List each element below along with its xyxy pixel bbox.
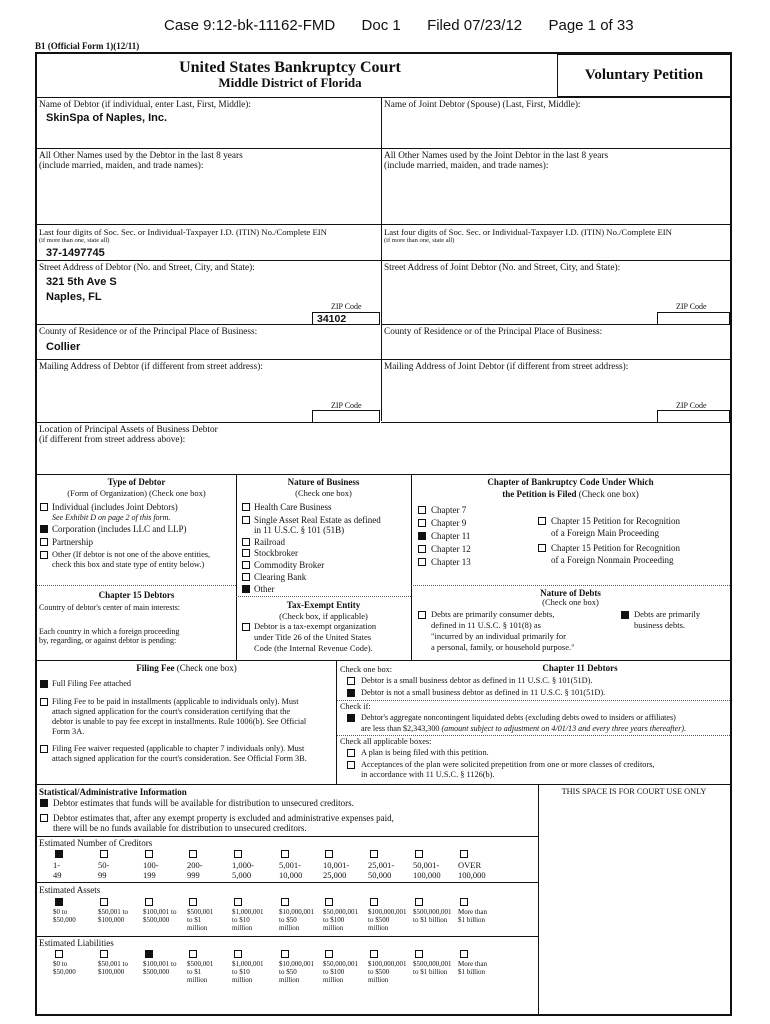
installments-l2: attach signed application for the court's consideration certifying that the	[52, 707, 291, 716]
nature-of-business-title: Nature of Business	[287, 477, 360, 487]
liabilities-checkbox-5[interactable]	[234, 950, 242, 958]
funds-available-checkbox[interactable]	[40, 799, 48, 807]
liabilities-checkbox-1[interactable]	[55, 950, 63, 958]
location-label: Location of Principal Assets of Business Debtor	[39, 425, 218, 435]
creditors-range-4	[187, 861, 203, 881]
creditors-range-3-line-1: 100-	[143, 860, 159, 870]
creditors-checkbox-1[interactable]	[55, 850, 63, 858]
joint-ein-note: (if more than one, state all)	[384, 237, 455, 244]
location-label2: (if different from street address above):	[39, 435, 186, 445]
assets-range-3	[143, 909, 176, 925]
creditors-range-7	[323, 861, 349, 881]
not-small-business-label: Debtor is not a small business debtor as defined in 11 U.S.C. § 101(51D).	[361, 688, 606, 697]
creditors-range-3-line-2: 199	[143, 869, 156, 880]
liabilities-range-1-line-1: $0 to	[53, 960, 68, 968]
no-funds-checkbox[interactable]	[40, 814, 48, 822]
chapter-7-label: Chapter 7	[431, 505, 467, 515]
plan-filed-label: A plan is being filed with this petition.	[361, 748, 489, 757]
corporation-checkbox[interactable]	[40, 525, 48, 533]
chapter-15-main-checkbox[interactable]	[538, 517, 546, 525]
creditors-checkbox-10[interactable]	[460, 850, 468, 858]
liabilities-range-7-line-1: $50,000,001	[323, 960, 358, 968]
chapter-15-nonmain-checkbox[interactable]	[538, 544, 546, 552]
liabilities-checkbox-7[interactable]	[325, 950, 333, 958]
joint-zip-box	[657, 312, 730, 325]
chapter-11-label: Chapter 11	[431, 531, 471, 541]
creditors-range-6	[279, 861, 302, 881]
form-id: B1 (Official Form 1)(12/11)	[35, 41, 140, 51]
nob-commodity-broker: Commodity Broker	[254, 560, 325, 570]
liabilities-range-6-line-2: to $50	[279, 967, 297, 976]
liabilities-range-7-line-2: to $100	[323, 967, 345, 976]
chapter-title2: the Petition is Filed (Check one box)	[502, 489, 639, 499]
assets-range-10	[458, 909, 487, 925]
nob-railroad: Railroad	[254, 537, 285, 547]
debtor-street-label: Street Address of Debtor (No. and Street, City, and State):	[39, 263, 255, 273]
assets-range-7-line-1: $50,000,001	[323, 908, 358, 916]
filed-date: Filed 07/23/12	[427, 17, 523, 34]
type-opt-other: Other (If debtor is not one of the above entities,	[52, 550, 211, 559]
liabilities-range-8-line-1: $100,000,001	[368, 960, 407, 968]
installments-checkbox[interactable]	[40, 698, 48, 706]
liabilities-range-3-line-1: $100,001 to	[143, 960, 177, 968]
assets-range-5-line-2: to $10	[232, 915, 250, 924]
creditors-range-1-line-1: 1-	[53, 860, 61, 870]
debtor-zip: 34102	[317, 313, 347, 325]
chapter11-check-one: Check one box:	[340, 665, 393, 674]
creditors-range-2-line-2: 99	[98, 869, 107, 880]
debtor-mailing-zip-box	[312, 410, 380, 423]
creditors-range-5	[232, 861, 254, 881]
debtor-county: Collier	[46, 341, 81, 353]
consumer-debts-l2: defined in 11 U.S.C. § 101(8) as	[431, 620, 541, 630]
installments-l3: debtor is unable to pay fee except in installments. Rule 1006(b). See Official	[52, 717, 307, 726]
joint-county-label: County of Residence or of the Principal Place of Business:	[384, 327, 603, 337]
assets-range-6-line-3: million	[279, 923, 300, 932]
funds-available-label: Debtor estimates that funds will be available for distribution to unsecured creditors.	[53, 798, 354, 808]
liabilities-range-4-line-2: to $1	[187, 967, 202, 976]
liabilities-range-3-line-2: $500,000	[143, 967, 170, 976]
liabilities-range-6-line-1: $10,000,001	[279, 960, 314, 968]
creditors-range-4-line-2: 999	[187, 869, 200, 880]
assets-checkbox-9[interactable]	[415, 898, 423, 906]
assets-checkbox-4[interactable]	[189, 898, 197, 906]
liabilities-range-2-line-1: $50,001 to	[98, 960, 128, 968]
chapter-11-checkbox[interactable]	[418, 532, 426, 540]
assets-range-4	[187, 909, 213, 932]
creditors-range-5-line-2: 5,000	[232, 869, 252, 880]
plan-filed-checkbox[interactable]	[347, 749, 355, 757]
joint-name-label: Name of Joint Debtor (Spouse) (Last, First, Middle):	[384, 100, 581, 110]
liabilities-range-2-line-2: $100,000	[98, 967, 125, 976]
fee-waiver-l2: attach signed application for the court's consideration. See Official Form 3B.	[52, 754, 307, 763]
assets-range-8-line-2: to $500	[368, 915, 390, 924]
liabilities-range-4-line-3: million	[187, 975, 208, 984]
assets-range-9-line-1: $500,000,001	[413, 908, 452, 916]
petition-type: Voluntary Petition	[584, 67, 704, 83]
joint-mailing-label: Mailing Address of Joint Debtor (if different from street address):	[384, 362, 629, 372]
creditors-checkbox-3[interactable]	[145, 850, 153, 858]
liabilities-range-5	[232, 961, 264, 984]
assets-range-6-line-2: to $50	[279, 915, 297, 924]
no-funds-l1: Debtor estimates that, after any exempt property is excluded and administrative expenses paid,	[53, 813, 394, 823]
nature-of-business-sub: (Check one box)	[295, 488, 352, 498]
acceptances-l2: in accordance with 11 U.S.C. § 1126(b).	[361, 770, 495, 779]
fee-waiver-l1: Filing Fee waiver requested (applicable to chapter 7 individuals only). Must	[52, 744, 305, 753]
creditors-range-8-line-1: 25,001-	[368, 860, 395, 870]
railroad-checkbox[interactable]	[242, 538, 250, 546]
liabilities-label: Estimated Liabilities	[39, 938, 114, 948]
tax-exempt-l2: under Title 26 of the United States	[254, 632, 372, 642]
liabilities-range-5-line-1: $1,000,001	[232, 960, 264, 968]
joint-zip-label: ZIP Code	[676, 302, 707, 311]
assets-checkbox-2[interactable]	[100, 898, 108, 906]
full-filing-fee-checkbox[interactable]	[40, 680, 48, 688]
chapter15-debtors-title: Chapter 15 Debtors	[98, 590, 175, 600]
other-entity-checkbox[interactable]	[40, 551, 48, 559]
liabilities-range-10	[458, 961, 487, 977]
page-number: Page 1 of 33	[548, 17, 634, 34]
creditors-range-1	[53, 861, 62, 881]
consumer-debts-l1: Debts are primarily consumer debts,	[431, 609, 555, 619]
installments-l1: Filing Fee to be paid in installments (applicable to individuals only). Must	[52, 697, 299, 706]
stats-title: Statistical/Administrative Information	[39, 787, 187, 797]
small-business-checkbox[interactable]	[347, 677, 355, 685]
assets-checkbox-1[interactable]	[55, 898, 63, 906]
creditors-checkbox-7[interactable]	[325, 850, 333, 858]
joint-other-names-label: All Other Names used by the Joint Debtor in the last 8 years	[384, 151, 609, 161]
not-small-business-checkbox[interactable]	[347, 689, 355, 697]
liabilities-checkbox-8[interactable]	[370, 950, 378, 958]
creditors-range-6-line-1: 5,001-	[279, 860, 301, 870]
assets-checkbox-7[interactable]	[325, 898, 333, 906]
nob-single-asset2: in 11 U.S.C. § 101 (51B)	[254, 525, 345, 535]
installments-l4: Form 3A.	[52, 727, 85, 736]
business-debts-checkbox[interactable]	[621, 611, 629, 619]
assets-range-4-line-1: $500,001	[187, 908, 214, 916]
filing-fee-title: Filing Fee (Check one box)	[136, 663, 237, 673]
liabilities-range-9-line-2: to $1 billion	[413, 967, 448, 976]
liabilities-range-10-line-1: More than	[458, 960, 487, 968]
tax-exempt-l1: Debtor is a tax-exempt organization	[254, 621, 377, 631]
assets-checkbox-5[interactable]	[234, 898, 242, 906]
liabilities-range-3	[143, 961, 176, 977]
assets-range-8-line-1: $100,000,001	[368, 908, 407, 916]
nob-stockbroker: Stockbroker	[254, 548, 298, 558]
assets-range-7-line-3: million	[323, 923, 344, 932]
creditors-range-9-line-2: 100,000	[413, 869, 441, 880]
creditors-range-9-line-1: 50,001-	[413, 860, 440, 870]
assets-range-5-line-3: million	[232, 923, 253, 932]
liabilities-range-6-line-3: million	[279, 975, 300, 984]
assets-range-1-line-2: $50,000	[53, 915, 76, 924]
creditors-range-10-line-2: 100,000	[458, 869, 486, 880]
creditors-range-8-line-2: 50,000	[368, 869, 392, 880]
liabilities-checkbox-4[interactable]	[189, 950, 197, 958]
commodity-broker-checkbox[interactable]	[242, 561, 250, 569]
liabilities-range-1	[53, 961, 76, 977]
assets-range-8-line-3: million	[368, 923, 389, 932]
chapter11-check-all: Check all applicable boxes:	[340, 737, 432, 746]
creditors-checkbox-9[interactable]	[415, 850, 423, 858]
type-of-debtor-title: Type of Debtor	[107, 477, 166, 487]
debtor-ein-label: Last four digits of Soc. Sec. or Individual-Taxpayer I.D. (ITIN) No./Complete EIN	[39, 227, 327, 237]
assets-range-2-line-1: $50,001 to	[98, 908, 128, 916]
creditors-checkbox-8[interactable]	[370, 850, 378, 858]
acceptances-l1: Acceptances of the plan were solicited prepetition from one or more classes of creditors,	[361, 760, 655, 769]
creditors-range-5-line-1: 1,000-	[232, 860, 254, 870]
type-opt-individual-note: See Exhibit D on page 2 of this form.	[52, 513, 171, 522]
liabilities-checkbox-6[interactable]	[281, 950, 289, 958]
creditors-range-8	[368, 861, 394, 881]
liabilities-range-7-line-3: million	[323, 975, 344, 984]
liabilities-range-6	[279, 961, 314, 984]
creditors-range-10-line-1: OVER	[458, 860, 482, 870]
court-name: United States Bankruptcy Court	[179, 59, 401, 76]
creditors-label: Estimated Number of Creditors	[39, 838, 153, 848]
full-filing-fee-label: Full Filing Fee attached	[52, 679, 132, 688]
liabilities-range-8-line-2: to $500	[368, 967, 390, 976]
partnership-checkbox[interactable]	[40, 538, 48, 546]
debtor-name: SkinSpa of Naples, Inc.	[46, 112, 168, 124]
court-use-label: THIS SPACE IS FOR COURT USE ONLY	[561, 787, 707, 796]
nob-clearing-bank: Clearing Bank	[254, 572, 307, 582]
liabilities-range-4-line-1: $500,001	[187, 960, 214, 968]
health-care-checkbox[interactable]	[242, 503, 250, 511]
joint-street-label: Street Address of Joint Debtor (No. and Street, City, and State):	[384, 263, 621, 273]
assets-checkbox-10[interactable]	[460, 898, 468, 906]
chapter-15-nonmain-label2: of a Foreign Nonmain Proceeding	[551, 555, 674, 565]
joint-other-names-label2: (include married, maiden, and trade names):	[384, 161, 549, 171]
joint-ein-label: Last four digits of Soc. Sec. or Individual-Taxpayer I.D. (ITIN) No./Complete EIN	[384, 227, 672, 237]
chapter-12-checkbox[interactable]	[418, 545, 426, 553]
business-debts-l2: business debts.	[634, 620, 685, 630]
creditors-range-2-line-1: 50-	[98, 860, 110, 870]
chapter-15-nonmain-label: Chapter 15 Petition for Recognition	[551, 543, 680, 553]
liabilities-range-9	[413, 961, 452, 977]
assets-range-2-line-2: $100,000	[98, 915, 125, 924]
liabilities-range-9-line-1: $500,000,001	[413, 960, 452, 968]
tax-exempt-checkbox[interactable]	[242, 623, 250, 631]
acceptances-checkbox[interactable]	[347, 761, 355, 769]
creditors-range-6-line-2: 10,000	[279, 869, 303, 880]
liabilities-checkbox-10[interactable]	[460, 950, 468, 958]
nature-of-debts-sub: (Check one box)	[542, 597, 599, 607]
assets-range-10-line-1: More than	[458, 908, 487, 916]
liabilities-range-8-line-3: million	[368, 975, 389, 984]
doc-number: Doc 1	[361, 17, 401, 34]
chapter-13-label: Chapter 13	[431, 557, 471, 567]
liabilities-range-4	[187, 961, 213, 984]
business-debts-l1: Debts are primarily	[634, 609, 701, 619]
aggregate-debts-l1: Debtor's aggregate noncontingent liquidated debts (excluding debts owed to insiders or affiliates)	[361, 713, 676, 722]
liabilities-checkbox-9[interactable]	[415, 950, 423, 958]
assets-checkbox-3[interactable]	[145, 898, 153, 906]
nob-single-asset: Single Asset Real Estate as defined	[254, 515, 381, 525]
creditors-range-4-line-1: 200-	[187, 860, 203, 870]
creditors-range-7-line-1: 10,001-	[323, 860, 350, 870]
creditors-checkbox-4[interactable]	[189, 850, 197, 858]
assets-range-2	[98, 909, 128, 925]
tax-exempt-sub: (Check box, if applicable)	[279, 611, 368, 621]
creditors-range-3	[143, 861, 159, 881]
liabilities-range-10-line-2: $1 billion	[458, 967, 486, 976]
assets-checkbox-6[interactable]	[281, 898, 289, 906]
chapter-title: Chapter of Bankruptcy Code Under Which	[487, 477, 654, 487]
aggregate-debts-l2: are less than $2,343,300 (amount subject to adjustment on 4/01/13 and every three years thereafter).	[361, 724, 687, 733]
small-business-label: Debtor is a small business debtor as defined in 11 U.S.C. § 101(51D).	[361, 676, 593, 685]
assets-checkbox-8[interactable]	[370, 898, 378, 906]
debtor-street2: Naples, FL	[46, 291, 102, 303]
type-opt-individual: Individual (includes Joint Debtors)	[52, 502, 178, 512]
joint-mailing-zip-label: ZIP Code	[676, 401, 707, 410]
assets-range-4-line-3: million	[187, 923, 208, 932]
no-funds-l2: there will be no funds available for distribution to unsecured creditors.	[53, 823, 307, 833]
assets-range-3-line-2: $500,000	[143, 915, 170, 924]
fee-waiver-checkbox[interactable]	[40, 745, 48, 753]
clearing-bank-checkbox[interactable]	[242, 573, 250, 581]
nob-health-care: Health Care Business	[254, 502, 332, 512]
chapter-15-main-label2: of a Foreign Main Proceeding	[551, 528, 659, 538]
assets-range-6-line-1: $10,000,001	[279, 908, 314, 916]
liabilities-range-7	[323, 961, 358, 984]
individual-checkbox[interactable]	[40, 503, 48, 511]
debtor-county-label: County of Residence or of the Principal Place of Business:	[39, 327, 258, 337]
debtor-ein: 37-1497745	[46, 247, 105, 259]
liabilities-range-5-line-2: to $10	[232, 967, 250, 976]
assets-range-4-line-2: to $1	[187, 915, 202, 924]
creditors-checkbox-5[interactable]	[234, 850, 242, 858]
case-number: Case 9:12-bk-11162-FMD	[164, 17, 336, 34]
debtor-name-label: Name of Debtor (if individual, enter Last, First, Middle):	[39, 100, 251, 110]
debtor-ein-note: (if more than one, state all)	[39, 237, 110, 244]
debtor-mailing-label: Mailing Address of Debtor (if different from street address):	[39, 362, 263, 372]
chapter-13-checkbox[interactable]	[418, 558, 426, 566]
debtor-other-names-label2: (include married, maiden, and trade names):	[39, 161, 204, 171]
chapter-9-checkbox[interactable]	[418, 519, 426, 527]
single-asset-checkbox[interactable]	[242, 516, 250, 524]
type-opt-corporation: Corporation (includes LLC and LLP)	[52, 524, 187, 534]
liabilities-range-1-line-2: $50,000	[53, 967, 76, 976]
chapter-12-label: Chapter 12	[431, 544, 471, 554]
nature-of-debts-title: Nature of Debts	[540, 588, 601, 598]
type-opt-partnership: Partnership	[52, 537, 93, 547]
assets-range-1-line-1: $0 to	[53, 908, 68, 916]
liabilities-range-8	[368, 961, 407, 984]
chapter-7-checkbox[interactable]	[418, 506, 426, 514]
creditors-range-1-line-2: 49	[53, 869, 62, 880]
chapter-15-main-label: Chapter 15 Petition for Recognition	[551, 516, 680, 526]
assets-range-9-line-2: to $1 billion	[413, 915, 448, 924]
liabilities-checkbox-2[interactable]	[100, 950, 108, 958]
creditors-range-10	[458, 861, 486, 881]
creditors-range-2	[98, 861, 109, 881]
nob-other: Other	[254, 584, 275, 594]
assets-range-7	[323, 909, 358, 932]
type-of-debtor-sub: (Form of Organization) (Check one box)	[67, 488, 206, 498]
assets-range-7-line-2: to $100	[323, 915, 345, 924]
assets-range-5	[232, 909, 264, 932]
chapter15-country-label: Country of debtor's center of main interests:	[39, 603, 180, 612]
creditors-range-9	[413, 861, 441, 881]
debtor-street1: 321 5th Ave S	[46, 276, 117, 288]
other-business-checkbox[interactable]	[242, 585, 250, 593]
joint-mailing-zip-box	[657, 410, 730, 423]
assets-range-8	[368, 909, 407, 932]
assets-range-6	[279, 909, 314, 932]
type-opt-other2: check this box and state type of entity below.)	[52, 560, 205, 569]
debtor-mailing-zip-label: ZIP Code	[331, 401, 362, 410]
stockbroker-checkbox[interactable]	[242, 549, 250, 557]
case-header	[164, 17, 634, 34]
creditors-range-7-line-2: 25,000	[323, 869, 347, 880]
assets-range-9	[413, 909, 452, 925]
assets-range-3-line-1: $100,001 to	[143, 908, 177, 916]
tax-exempt-title: Tax-Exempt Entity	[286, 600, 361, 610]
liabilities-range-2	[98, 961, 128, 977]
court-district: Middle District of Florida	[218, 75, 362, 90]
chapter-9-label: Chapter 9	[431, 518, 467, 528]
debtor-zip-label: ZIP Code	[331, 302, 362, 311]
consumer-debts-checkbox[interactable]	[418, 611, 426, 619]
chapter11-check-if: Check if:	[340, 702, 371, 711]
liabilities-checkbox-3[interactable]	[145, 950, 153, 958]
liabilities-range-5-line-3: million	[232, 975, 253, 984]
consumer-debts-l4: a personal, family, or household purpose."	[431, 642, 575, 652]
creditors-checkbox-6[interactable]	[281, 850, 289, 858]
chapter15-each-label2: by, regarding, or against debtor is pending:	[39, 636, 177, 645]
debtor-other-names-label: All Other Names used by the Debtor in the last 8 years	[39, 151, 243, 161]
assets-label: Estimated Assets	[39, 885, 101, 895]
tax-exempt-l3: Code (the Internal Revenue Code).	[254, 643, 373, 653]
chapter11-debtors-title: Chapter 11 Debtors	[542, 663, 618, 673]
creditors-checkbox-2[interactable]	[100, 850, 108, 858]
chapter15-each-label: Each country in which a foreign proceeding	[39, 627, 180, 636]
assets-range-10-line-2: $1 billion	[458, 915, 486, 924]
aggregate-debts-checkbox[interactable]	[347, 714, 355, 722]
assets-range-5-line-1: $1,000,001	[232, 908, 264, 916]
assets-range-1	[53, 909, 76, 925]
consumer-debts-l3: "incurred by an individual primarily for	[431, 631, 566, 641]
